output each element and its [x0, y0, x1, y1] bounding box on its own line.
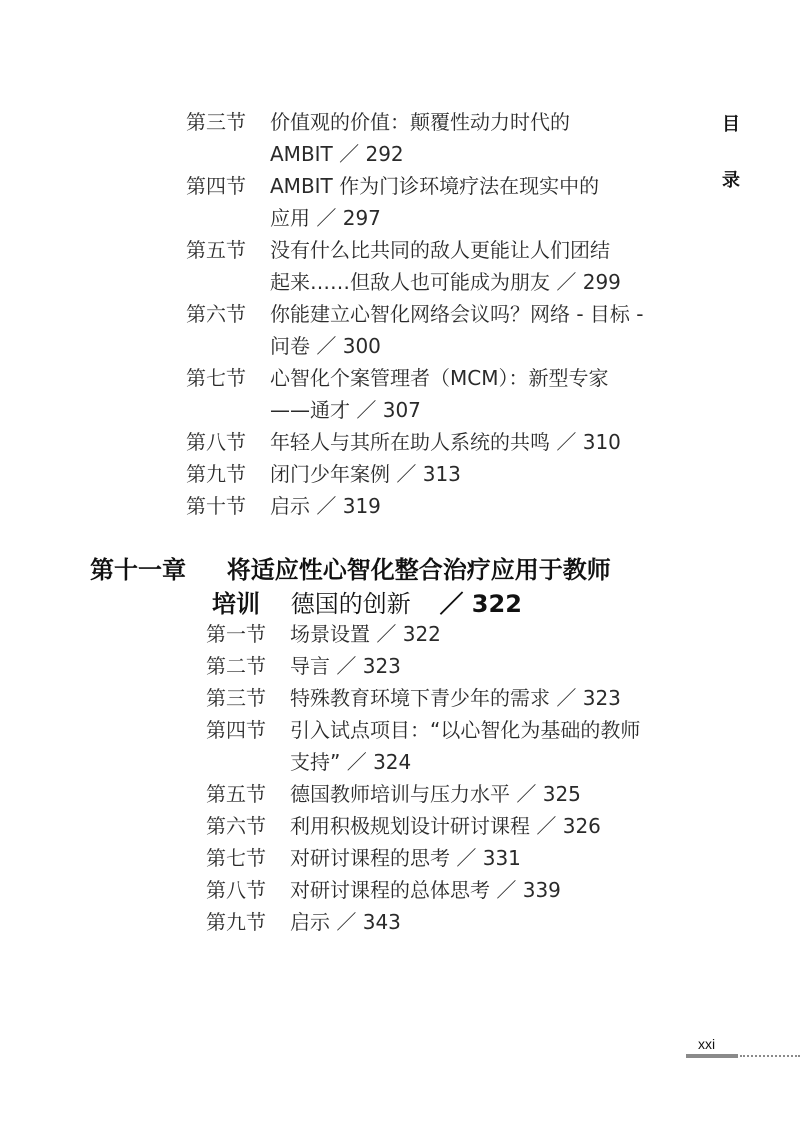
section-label: 第三节 [186, 110, 246, 134]
section-label: 第三节 [206, 686, 266, 710]
section-title: AMBIT 作为门诊环境疗法在现实中的 [270, 174, 600, 198]
section-label: 第五节 [206, 782, 266, 806]
section-title: 对研讨课程的思考 ／ 331 [290, 846, 521, 870]
side-tab-char-lu: 录 [722, 170, 740, 191]
section-title: 对研讨课程的总体思考 ／ 339 [290, 878, 561, 902]
section-title: 引入试点项目：“以心智化为基础的教师 [290, 718, 641, 742]
section-title-continued: AMBIT ／ 292 [270, 142, 404, 166]
section-title-continued: 问卷 ／ 300 [270, 334, 381, 358]
section-title-continued: 应用 ／ 297 [270, 206, 381, 230]
section-title-continued: 支持” ／ 324 [290, 750, 412, 774]
section-title: 特殊教育环境下青少年的需求 ／ 323 [290, 686, 621, 710]
section-label: 第十节 [186, 494, 246, 518]
section-label: 第一节 [206, 622, 266, 646]
section-title: 启示 ／ 343 [290, 910, 401, 934]
section-title: 年轻人与其所在助人系统的共鸣 ／ 310 [270, 430, 621, 454]
chapter-heading-cont [212, 588, 522, 620]
section-label: 第六节 [186, 302, 246, 326]
footer-bar [686, 1054, 738, 1058]
section-label: 第八节 [206, 878, 266, 902]
section-title: 利用积极规划设计研讨课程 ／ 326 [290, 814, 601, 838]
section-label: 第九节 [206, 910, 266, 934]
section-label: 第八节 [186, 430, 246, 454]
footer-dotted-rule [740, 1055, 800, 1057]
section-label: 第二节 [206, 654, 266, 678]
chapter-page-number: ／ 322 [439, 590, 522, 618]
section-title: 德国教师培训与压力水平 ／ 325 [290, 782, 581, 806]
section-label: 第四节 [186, 174, 246, 198]
section-title: 没有什么比共同的敌人更能让人们团结 [270, 238, 610, 262]
section-label: 第四节 [206, 718, 266, 742]
section-title: 导言 ／ 323 [290, 654, 401, 678]
section-label: 第七节 [186, 366, 246, 390]
side-tab-char-mu: 目 [722, 114, 740, 135]
chapter-heading[interactable] [90, 554, 611, 586]
section-title-continued: ——通才 ／ 307 [270, 398, 421, 422]
chapter-title-normal-part: 德国的创新 [290, 590, 411, 618]
section-title: 场景设置 ／ 322 [290, 622, 441, 646]
section-title: 心智化个案管理者（MCM）：新型专家 [270, 366, 609, 390]
chapter-title-bold-part: 培训 [212, 590, 260, 618]
section-label: 第五节 [186, 238, 246, 262]
section-title: 闭门少年案例 ／ 313 [270, 462, 461, 486]
section-title: 价值观的价值：颠覆性动力时代的 [270, 110, 570, 134]
section-label: 第六节 [206, 814, 266, 838]
section-title: 启示 ／ 319 [270, 494, 381, 518]
section-title-continued: 起来……但敌人也可能成为朋友 ／ 299 [270, 270, 621, 294]
page-number: xxi [698, 1036, 716, 1052]
section-label: 第七节 [206, 846, 266, 870]
section-title: 你能建立心智化网络会议吗？网络 - 目标 - [270, 302, 644, 326]
chapter-title-line1: 将适应性心智化整合治疗应用于教师 [226, 556, 611, 584]
chapter-number: 第十一章 [90, 556, 186, 584]
section-label: 第九节 [186, 462, 246, 486]
